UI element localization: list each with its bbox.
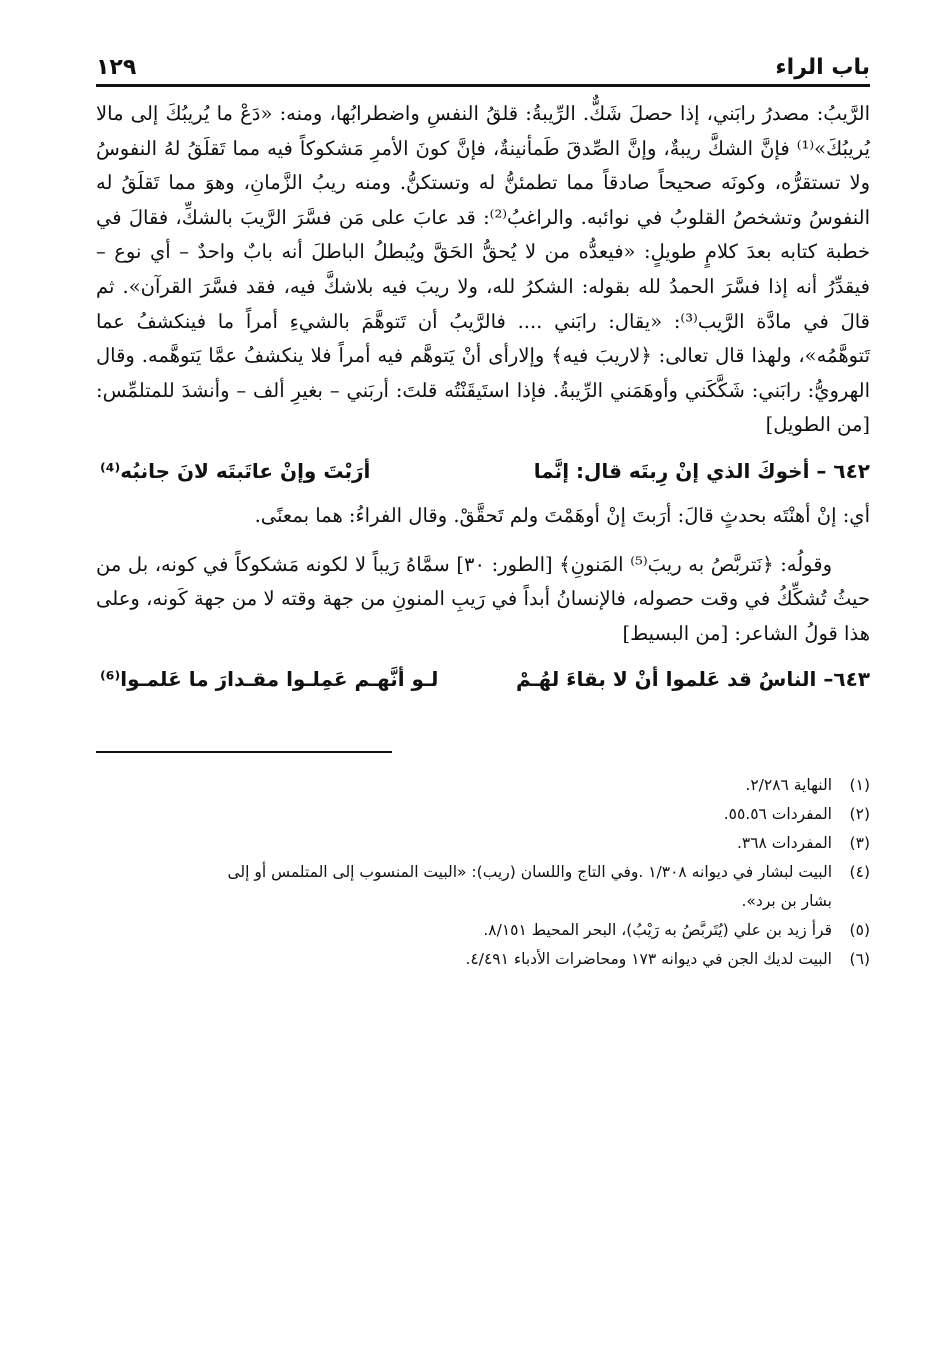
footnotes-list bbox=[96, 771, 870, 974]
verse-643 bbox=[96, 659, 870, 699]
footnote-item bbox=[96, 858, 870, 916]
footnote-text: البيت لبشار في ديوانه ١/٣٠٨ .وفي التاج واللسان (ريب): «البيت المنسوب إلى المتلمس أو إلى bbox=[227, 863, 832, 882]
chapter-title: باب الراء bbox=[775, 55, 870, 80]
footnote-separator bbox=[96, 751, 392, 753]
footnote-number: (١) bbox=[849, 776, 870, 795]
footnote-number: (٣) bbox=[849, 834, 870, 853]
footnote-item bbox=[96, 945, 870, 974]
quran-commentary-paragraph: وقولُه: ﴿نَتربَّصُ به ريبَ⁽⁵⁾ المَنونِ﴾ [الطور: ٣٠] سمَّاهُ رَيباً لا لكونه مَشكوكاً في كونه، بل من حيثُ تُشكِّكُ في وقت حصوله، فالإنسانُ أبداً في رَيبِ المنونِ من جهة وقته لا من جهة كَونه، وعلى هذا قولُ الشاعر: [من البسيط] bbox=[96, 552, 870, 645]
footnote-number: (٥) bbox=[849, 921, 870, 940]
verse-hemistich-first: ٦٤٢ – أخوكَ الذي إنْ رِبتَه قال: إنَّما bbox=[533, 458, 870, 483]
footnote-text: النهاية ٢/٢٨٦. bbox=[745, 776, 832, 795]
verse-explanation-paragraph: أي: إنْ أهنْتَه بحدثٍ قالَ: أرَبتَ إنْ أوهَمْتَ ولم تَحقَّقْ. وقال الفراءُ: هما بمعنًى. bbox=[254, 503, 870, 527]
footnote-item bbox=[96, 916, 870, 945]
footnote-text-continued: بشار بن برد». bbox=[741, 892, 832, 911]
footnote-text: قرأ زيد بن علي (يُتَربَّصُ به رَيْبُ)، البحر المحيط ٨/١٥١. bbox=[483, 921, 832, 940]
verse-hemistich-second: أرَبْتَ وإنْ عاتَبتَه لانَ جانبُه⁽⁴⁾ bbox=[100, 458, 371, 483]
paragraph-gap bbox=[96, 534, 870, 548]
footnote-item bbox=[96, 829, 870, 858]
footnote-item bbox=[96, 800, 870, 829]
footnote-number: (٤) bbox=[849, 863, 870, 882]
footnote-text: البيت لديك الجن في ديوانه ١٧٣ ومحاضرات الأدباء ٤/٤٩١. bbox=[465, 950, 832, 969]
verse-642 bbox=[96, 451, 870, 491]
main-paragraph: الرَّيبُ: مصدرُ رابَني، إذا حصلَ شَكٌّ. الرِّيبةُ: قلقُ النفسِ واضطرابُها، ومنه: «دَعْ ما يُريبُكَ إلى مالا يُريبُكَ»⁽¹⁾ فإنَّ الشكَّ ريبةٌ، وإنَّ الصِّدقَ طَمأنينةٌ، فإنَّ كونَ الأمرِ مَشكوكاً فيه مما تَقلَقُ لهُ النفوسُ ولا تستقرُّه، وكونَه صحيحاً صادقاً مما تطمئنُّ له وتستكنُّ. ومنه ريبُ الزَّمانِ، وهوَ مما تَقلَقُ له النفوسُ وتشخصُ القلوبُ في نوائبه. والراغبُ⁽²⁾: قد عابَ على مَن فسَّرَ الرَّيبَ بالشكِّ، فقالَ في خطبة كتابه بعدَ كلامٍ طويلٍ: «فيعدُّه من لا يُحقُّ الحَقَّ ويُبطلُ الباطلَ أنه بابٌ واحدٌ – أي نوع – فيقدِّرُ أنه إذا فسَّرَ الحمدُ لله بقوله: الشكرُ لله، ولا ريبَ فيه بلاشكَّ فيه، فقد فسَّرَ القرآن». ثم قالَ في مادَّة الرَّيب⁽³⁾: «يقال: رابَني .... فالرَّيبُ أن تَتوهَّمَ بالشيءِ أمراً ما فينكشفُ عما تَتوهَّمُه»، ولهذا قال تعالى: ﴿لاريبَ فيه﴾ وإلارأى أنْ يَتوهَّم فيه أمراً فلا ينكشفُ عمَّا يَتوهَّمه. وقال الهرويُّ: رابَني: شَكَّكَني وأوهَمَني الرِّيبةُ. فإذا استَيقَنْتُه قلتَ: أربَني – بغيرِ ألف – وأنشدَ للمتلمِّس: [من الطويل] bbox=[96, 102, 871, 437]
footnote-number: (٦) bbox=[849, 950, 870, 969]
verse-hemistich-second: لـو أنَّهـم عَمِلـوا مقـدارَ ما عَلمـوا⁽⁶⁾ bbox=[100, 667, 439, 692]
book-page bbox=[96, 40, 870, 1320]
footnote-text: المفردات ٣٦٨. bbox=[736, 834, 832, 853]
footnote-number: (٢) bbox=[849, 805, 870, 824]
page-header bbox=[96, 40, 870, 80]
verse-hemistich-first: ٦٤٣– الناسُ قد عَلموا أنْ لا بقاءَ لهُـمْ bbox=[516, 667, 870, 692]
footnote-text: المفردات ٥٥.٥٦. bbox=[723, 805, 832, 824]
header-rule bbox=[96, 84, 870, 87]
page-number: ١٢٩ bbox=[96, 55, 137, 80]
footnote-item bbox=[96, 771, 870, 800]
